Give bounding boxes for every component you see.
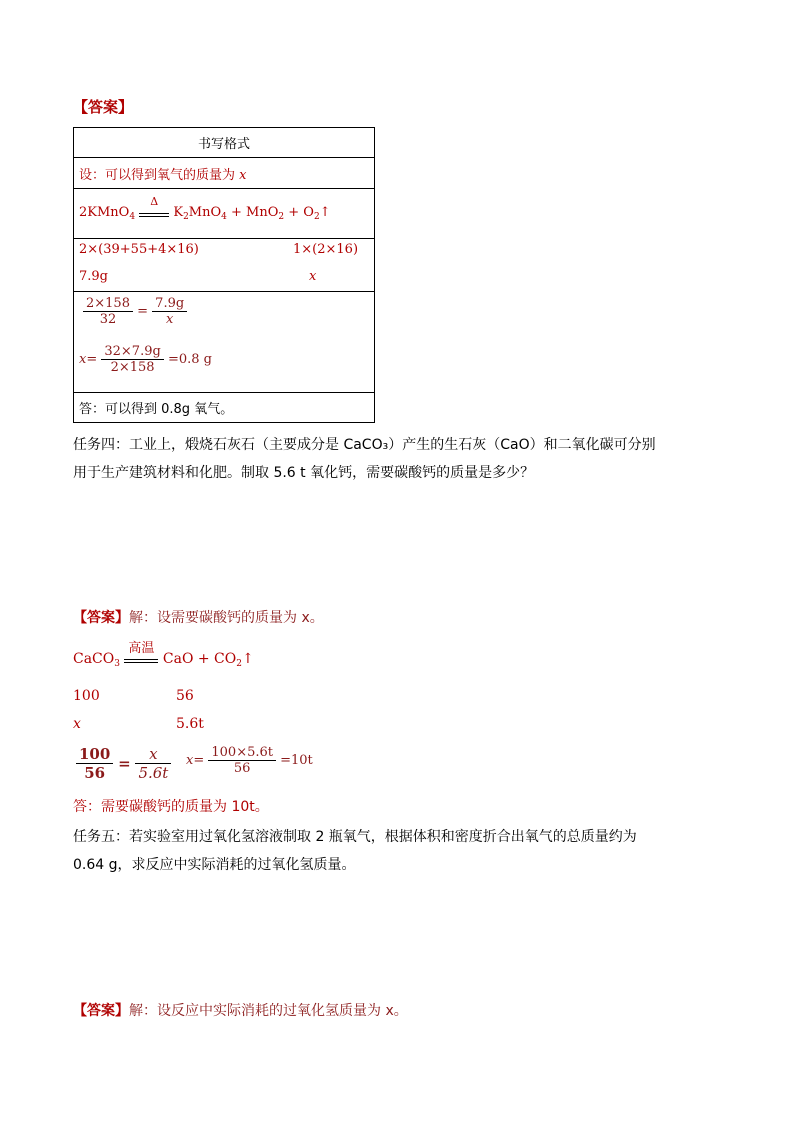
solve-fraction-4: $\frac{100\times 5.6t}{56}$ bbox=[208, 745, 276, 776]
heat-condition: Δ bbox=[139, 209, 169, 217]
answer-4-ratio-right: 56 bbox=[176, 688, 194, 704]
answer-4-solve: x= $\frac{100\times 5.6t}{56}$ =10t bbox=[186, 745, 313, 776]
ratio-fraction-2: $\frac{7.9g}{x}$ bbox=[152, 296, 187, 327]
format-table bbox=[73, 127, 375, 423]
task-4-question: 任务四：工业上，煅烧石灰石（主要成分是 CaCO₃）产生的生石灰（CaO）和二氧化碳可分别 用于生产建筑材料和化肥。制取 5.6 t 氧化钙，需要碳酸钙的质量是多少？ bbox=[73, 437, 656, 481]
answer-4-value-right: 5.6t bbox=[176, 716, 204, 732]
value-left: 7.9g bbox=[79, 269, 108, 284]
answer-4-conclusion: 答：需要碳酸钙的质量为 10t。 bbox=[73, 799, 269, 815]
ratio-fraction-1: $\frac{2\times 158}{32}$ bbox=[83, 296, 133, 327]
table-row-equation: 2KMnO$_4$ Δ $K_2MnO_4 + MnO_2$ + $O_2↑$ bbox=[74, 189, 375, 239]
answer-4-header: 【答案】解：设需要碳酸钙的质量为 x。 bbox=[73, 610, 324, 626]
task-5-question: 任务五：若实验室用过氧化氢溶液制取 2 瓶氧气，根据体积和密度折合出氧气的总质量约为 0.64 g，求反应中实际消耗的过氧化氢质量。 bbox=[73, 829, 637, 873]
ratio-right: 1×(2×16) bbox=[293, 242, 359, 257]
proportion-fraction-2: $\frac{x}{5.6t}$ bbox=[135, 745, 171, 782]
table-row-set: 设：可以得到氧气的质量为 x bbox=[74, 158, 375, 189]
answer-5-header: 【答案】解：设反应中实际消耗的过氧化氢质量为 x。 bbox=[73, 1003, 408, 1019]
value-right: x bbox=[309, 269, 317, 284]
answer-4-value-left: x bbox=[73, 716, 81, 732]
ratio-left: 2×(39+55+4×16) bbox=[79, 242, 199, 257]
table-row-ratio bbox=[74, 239, 375, 292]
answer-4-equation: CaCO$_3$ 高温 CaO + $CO_2↑$ bbox=[73, 641, 254, 669]
answer-4-proportion: $\frac{100}{56}$ = $\frac{x}{5.6t}$ bbox=[76, 745, 171, 782]
table-header: 书写格式 bbox=[74, 128, 375, 158]
answer-4-ratio-left: 100 bbox=[73, 688, 100, 704]
solve-fraction: $\frac{32\times 7.9g}{2\times 158}$ bbox=[101, 344, 163, 375]
table-row-solve: $\frac{2\times 158}{32}$ = $\frac{7.9g}{x}$ x= $\frac{32\times 7.9g}{2\times 158}$ =0.8 g bbox=[74, 292, 375, 393]
high-temp-condition: 高温 bbox=[124, 655, 158, 663]
table-row-answer: 答：可以得到 0.8g 氧气。 bbox=[74, 393, 375, 423]
proportion-fraction-1: $\frac{100}{56}$ bbox=[76, 745, 113, 782]
answer-tag-1: 【答案】 bbox=[73, 98, 134, 116]
